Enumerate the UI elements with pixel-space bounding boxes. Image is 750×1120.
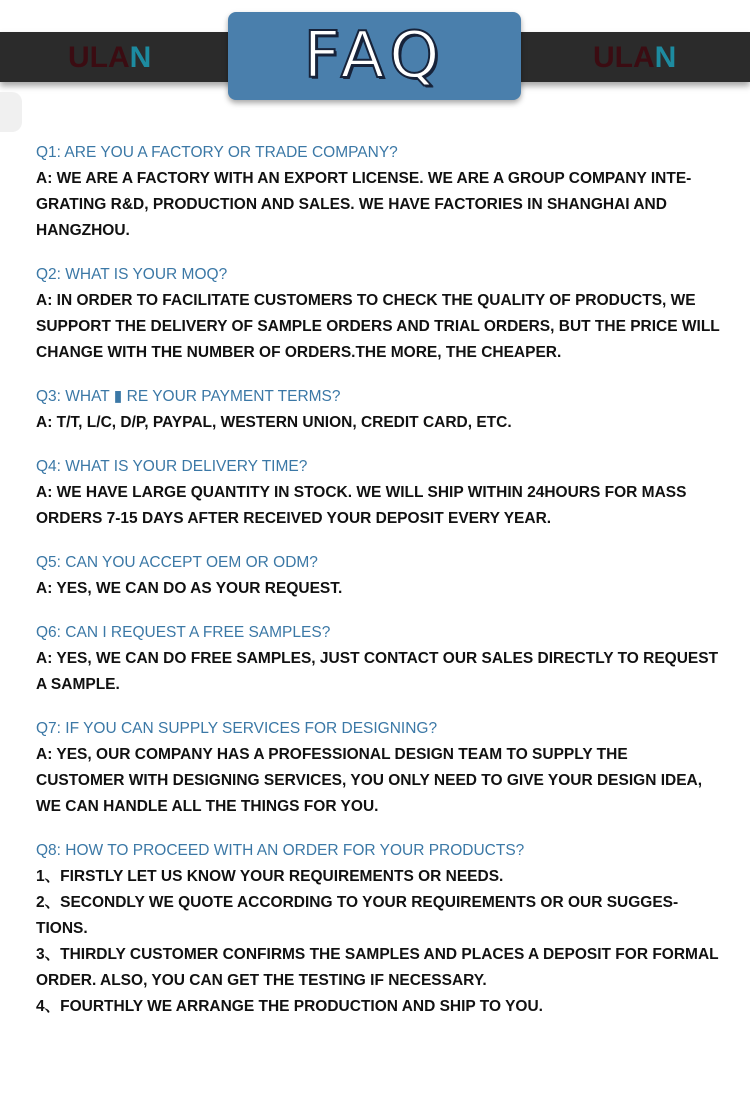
edge-tab xyxy=(0,92,22,132)
faq-answer-line: A: WE ARE A FACTORY WITH AN EXPORT LICENSE. WE ARE A GROUP COMPANY INTE- xyxy=(36,170,692,187)
faq-answer xyxy=(36,166,726,244)
faq-question: Q4: WHAT IS YOUR DELIVERY TIME? xyxy=(36,458,308,475)
faq-item-7 xyxy=(36,716,726,820)
faq-item-5 xyxy=(36,550,726,602)
faq-answer xyxy=(36,864,726,1020)
faq-question: Q8: HOW TO PROCEED WITH AN ORDER FOR YOUR PRODUCTS? xyxy=(36,842,525,859)
faq-title-box xyxy=(228,12,521,100)
faq-answer-line: A: YES, WE CAN DO AS YOUR REQUEST. xyxy=(36,580,343,597)
faq-answer xyxy=(36,410,726,436)
faq-question: Q5: CAN YOU ACCEPT OEM OR ODM? xyxy=(36,554,318,571)
brand-logo-left-text: ULA xyxy=(68,41,130,74)
faq-answer-line: A: WE HAVE LARGE QUANTITY IN STOCK. WE WILL SHIP WITHIN 24HOURS FOR MASS xyxy=(36,484,687,501)
faq-answer xyxy=(36,576,726,602)
faq-answer-line: TIONS. xyxy=(36,920,88,937)
faq-answer-line: GRATING R&D, PRODUCTION AND SALES. WE HAVE FACTORIES IN SHANGHAI AND xyxy=(36,196,667,213)
faq-answer-line: CUSTOMER WITH DESIGNING SERVICES, YOU ONLY NEED TO GIVE YOUR DESIGN IDEA, xyxy=(36,772,703,789)
faq-item-1 xyxy=(36,140,726,244)
faq-answer-line: ORDER. ALSO, YOU CAN GET THE TESTING IF NECESSARY. xyxy=(36,972,487,989)
faq-answer-line: A: YES, WE CAN DO FREE SAMPLES, JUST CONTACT OUR SALES DIRECTLY TO REQUEST xyxy=(36,650,719,667)
faq-answer-line: A: YES, OUR COMPANY HAS A PROFESSIONAL DESIGN TEAM TO SUPPLY THE xyxy=(36,746,628,763)
page-title: FAQ xyxy=(303,19,446,93)
faq-answer xyxy=(36,646,726,698)
brand-logo-left xyxy=(68,38,151,78)
brand-logo-right xyxy=(593,38,676,78)
faq-question: Q2: WHAT IS YOUR MOQ? xyxy=(36,266,228,283)
faq-answer-line: ORDERS 7-15 DAYS AFTER RECEIVED YOUR DEPOSIT EVERY YEAR. xyxy=(36,510,552,527)
faq-item-6 xyxy=(36,620,726,698)
faq-question: Q1: ARE YOU A FACTORY OR TRADE COMPANY? xyxy=(36,144,398,161)
brand-logo-left-accent: N xyxy=(129,41,152,74)
faq-answer-line: 3、THIRDLY CUSTOMER CONFIRMS THE SAMPLES AND PLACES A DEPOSIT FOR FORMAL xyxy=(36,946,719,963)
faq-answer xyxy=(36,288,726,366)
faq-item-3 xyxy=(36,384,726,436)
faq-answer xyxy=(36,480,726,532)
faq-item-2 xyxy=(36,262,726,366)
faq-answer-line: WE CAN HANDLE ALL THE THINGS FOR YOU. xyxy=(36,798,379,815)
faq-answer-line: 2、SECONDLY WE QUOTE ACCORDING TO YOUR REQUIREMENTS OR OUR SUGGES- xyxy=(36,894,679,911)
faq-answer xyxy=(36,742,726,820)
faq-answer-line: SUPPORT THE DELIVERY OF SAMPLE ORDERS AND TRIAL ORDERS, BUT THE PRICE WILL xyxy=(36,318,720,335)
faq-answer-line: 1、FIRSTLY LET US KNOW YOUR REQUIREMENTS OR NEEDS. xyxy=(36,868,504,885)
faq-question: Q3: WHAT ▮ RE YOUR PAYMENT TERMS? xyxy=(36,388,341,405)
faq-answer-line: A: T/T, L/C, D/P, PAYPAL, WESTERN UNION, CREDIT CARD, ETC. xyxy=(36,414,512,431)
faq-item-8 xyxy=(36,838,726,1020)
faq-answer-line: 4、FOURTHLY WE ARRANGE THE PRODUCTION AND SHIP TO YOU. xyxy=(36,998,543,1015)
faq-question: Q7: IF YOU CAN SUPPLY SERVICES FOR DESIGNING? xyxy=(36,720,438,737)
faq-answer-line: A SAMPLE. xyxy=(36,676,120,693)
brand-logo-right-text: ULA xyxy=(593,41,655,74)
faq-item-4 xyxy=(36,454,726,532)
faq-answer-line: CHANGE WITH THE NUMBER OF ORDERS.THE MORE, THE CHEAPER. xyxy=(36,344,562,361)
faq-answer-line: HANGZHOU. xyxy=(36,222,130,239)
faq-question: Q6: CAN I REQUEST A FREE SAMPLES? xyxy=(36,624,331,641)
brand-logo-right-accent: N xyxy=(654,41,677,74)
faq-list xyxy=(36,140,726,1038)
faq-answer-line: A: IN ORDER TO FACILITATE CUSTOMERS TO CHECK THE QUALITY OF PRODUCTS, WE xyxy=(36,292,696,309)
